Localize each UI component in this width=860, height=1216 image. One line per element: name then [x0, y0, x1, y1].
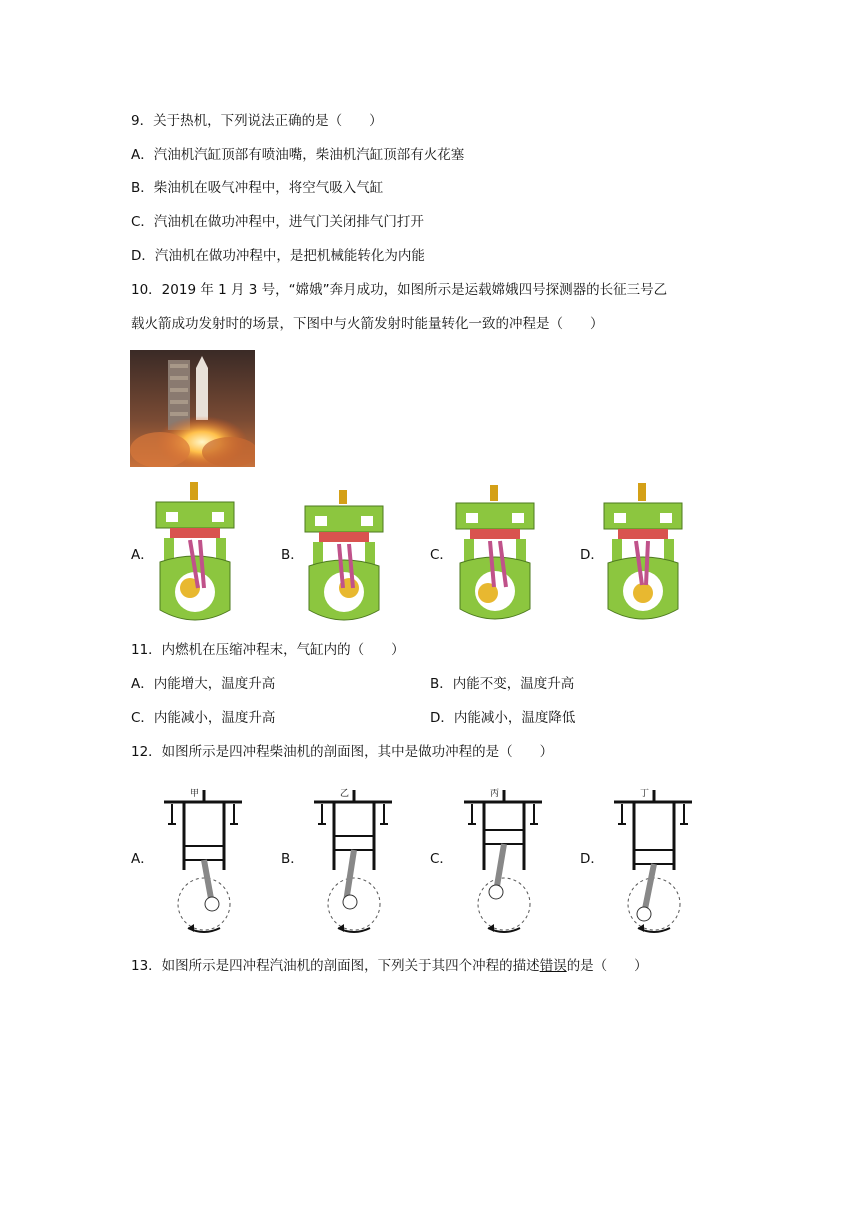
q9-option-c: C．汽油机在做功冲程中，进气门关闭排气门打开 — [131, 214, 424, 230]
q9-stem: 9．关于热机，下列说法正确的是（ ） — [131, 113, 383, 129]
q12-diesel-figure-bing — [460, 786, 548, 938]
q10-label-d: D． — [580, 547, 604, 563]
q12-diesel-figure-yi — [310, 786, 398, 938]
q11-option-c: C．内能减小，温度升高 — [131, 710, 276, 726]
q13-stem — [131, 957, 648, 975]
q10-stem-line1: 10．2019 年 1 月 3 号，“嫦娥”奔月成功，如图所示是运载嫦娥四号探测器的长征三号乙 — [131, 282, 668, 298]
q10-label-c: C． — [430, 547, 453, 563]
q10-label-b: B． — [281, 547, 304, 563]
q10-engine-figure-b — [299, 488, 389, 630]
q9-option-b: B．柴油机在吸气冲程中，将空气吸入气缸 — [131, 180, 384, 196]
q11-stem: 11．内燃机在压缩冲程末，气缸内的（ ） — [131, 642, 405, 658]
q10-engine-figure-c — [450, 483, 540, 629]
q12-label-b: B． — [281, 851, 304, 867]
q12-label-a: A． — [131, 851, 154, 867]
q12-figure-tag-bing: 丙 — [490, 786, 499, 799]
q12-figure-tag-ding: 丁 — [640, 786, 649, 799]
q10-engine-figure-a — [150, 480, 240, 630]
q12-figure-tag-jia: 甲 — [190, 786, 199, 799]
q12-label-d: D． — [580, 851, 604, 867]
q12-diesel-figure-jia — [160, 786, 248, 938]
q11-option-a: A．内能增大，温度升高 — [131, 676, 276, 692]
q12-figure-tag-yi: 乙 — [340, 786, 349, 799]
q10-label-a: A． — [131, 547, 154, 563]
q13-stem-before: 13．如图所示是四冲程汽油机的剖面图，下列关于其四个冲程的描述 — [131, 958, 540, 974]
rocket-launch-photo — [130, 350, 255, 467]
q9-option-a: A．汽油机汽缸顶部有喷油嘴，柴油机汽缸顶部有火花塞 — [131, 147, 465, 163]
q11-option-b: B．内能不变，温度升高 — [430, 676, 575, 692]
q12-diesel-figure-ding — [610, 786, 698, 938]
q12-stem: 12．如图所示是四冲程柴油机的剖面图，其中是做功冲程的是（ ） — [131, 744, 554, 760]
q11-option-d: D．内能减小，温度降低 — [430, 710, 576, 726]
q13-stem-underlined: 错误 — [539, 958, 567, 974]
q10-engine-figure-d — [598, 481, 688, 629]
q13-stem-after: 的是（ ） — [566, 958, 648, 974]
q12-label-c: C． — [430, 851, 453, 867]
q10-stem-line2: 载火箭成功发射时的场景，下图中与火箭发射时能量转化一致的冲程是（ ） — [131, 316, 604, 332]
q9-option-d: D．汽油机在做功冲程中，是把机械能转化为内能 — [131, 248, 425, 264]
